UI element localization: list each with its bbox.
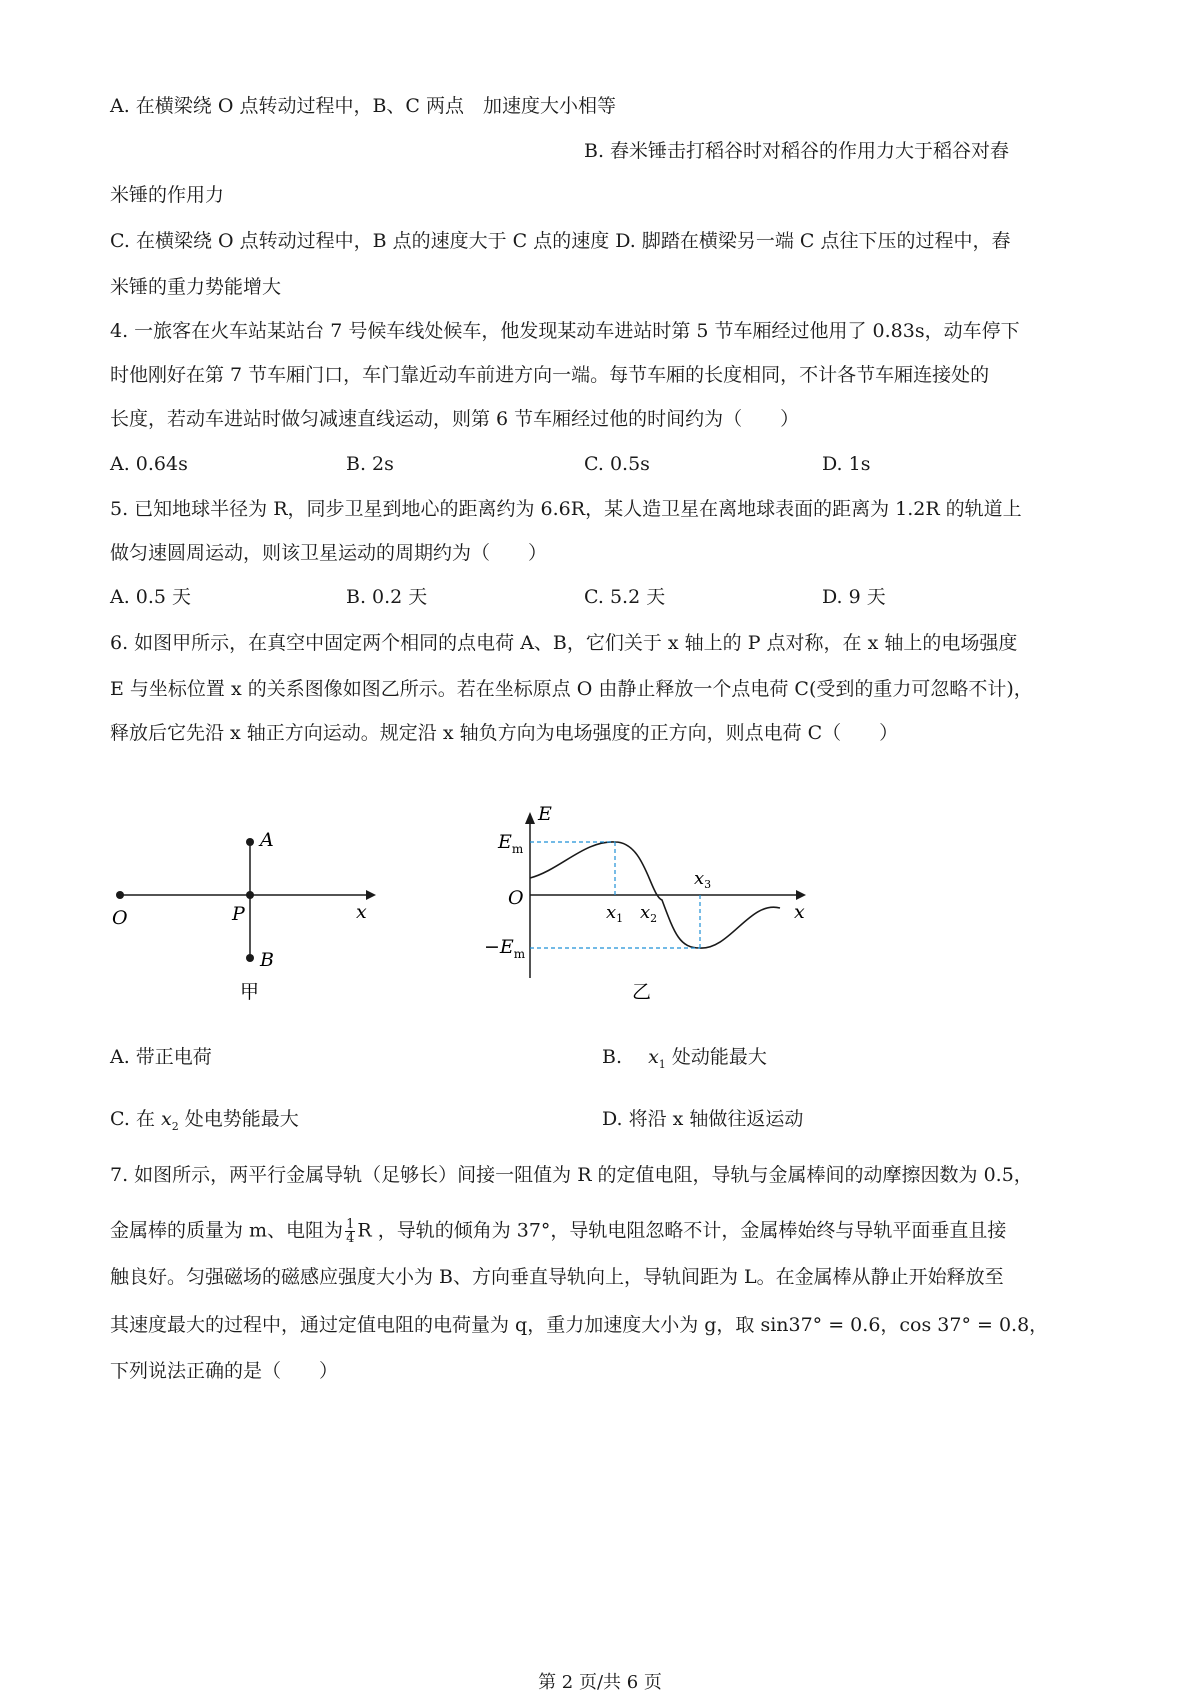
yi-label-o: O (508, 887, 524, 909)
q4-option-b: B. 2s (346, 453, 394, 475)
q3-option-d-cont: 米锤的重力势能增大 (110, 276, 282, 298)
yi-label-e: E (538, 803, 552, 825)
figure-yi (484, 800, 840, 1003)
q5-option-b: B. 0.2 天 (346, 586, 428, 608)
q4-option-a: A. 0.64s (110, 453, 188, 475)
yi-label-x2: $x_2$ (640, 902, 658, 925)
q7-stem-line2 (110, 1218, 1006, 1245)
jia-label-a: A (260, 829, 274, 851)
jia-label-b: B (260, 949, 274, 971)
q5-stem-line1: 5. 已知地球半径为 R，同步卫星到地心的距离约为 6.6R，某人造卫星在离地球表面的距离为 1.2R 的轨道上 (110, 498, 1022, 520)
q7-fraction (345, 1218, 355, 1245)
q3-option-a: A. 在横梁绕 O 点转动过程中，B、C 两点 加速度大小相等 (110, 95, 616, 117)
yi-label-x1: $x_1$ (606, 902, 624, 925)
q4-stem-line2: 时他刚好在第 7 节车厢门口，车门靠近动车前进方向一端。每节车厢的长度相同，不计各节车厢连接处的 (110, 364, 990, 386)
q4-stem-line3: 长度，若动车进站时做匀减速直线运动，则第 6 节车厢经过他的时间约为（ ） (110, 408, 800, 430)
page-footer: 第 2 页/共 6 页 (538, 1672, 662, 1693)
yi-label-x: x (794, 901, 805, 923)
q7-fraction-den: 4 (346, 1231, 355, 1246)
q7-stem-line5: 下列说法正确的是（ ） (110, 1360, 339, 1382)
q7-line4-text-rest: ，cos 37° = 0.8， (880, 1314, 1049, 1336)
q6-option-b (602, 1048, 767, 1070)
q6-option-c-letter: C. 在 (110, 1108, 161, 1130)
q4-stem-line1: 4. 一旅客在火车站某站台 7 号候车线处候车，他发现某动车进站时第 5 节车厢经过他用了 0.83s，动车停下 (110, 320, 1020, 342)
q6-option-b-text: 处动能最大 (665, 1046, 767, 1068)
q6-option-b-var: x (648, 1046, 659, 1068)
q7-line2-text: 金属棒的质量为 m、电阻为 (110, 1219, 344, 1242)
q6-stem-line2: E 与坐标位置 x 的关系图像如图乙所示。若在坐标原点 O 由静止释放一个点电荷 C(受到的重力可忽略不计)， (110, 678, 1033, 700)
q7-stem-line3: 触良好。匀强磁场的磁感应强度大小为 B、方向垂直导轨向上，导轨间距为 L。在金属棒从静止开始释放至 (110, 1266, 1004, 1288)
jia-point-o (116, 891, 124, 899)
jia-point-b (246, 954, 254, 962)
q6-stem-line1: 6. 如图甲所示，在真空中固定两个相同的点电荷 A、B，它们关于 x 轴上的 P 点对称，在 x 轴上的电场强度 (110, 632, 1018, 654)
q6-option-d: D. 将沿 x 轴做往返运动 (602, 1108, 804, 1130)
jia-label-p: P (232, 903, 245, 925)
q5-option-c: C. 5.2 天 (584, 586, 666, 608)
q6-stem-line3: 释放后它先沿 x 轴正方向运动。规定沿 x 轴负方向为电场强度的正方向，则点电荷 C（ ） (110, 722, 899, 744)
q6-option-c-var: x (160, 1108, 172, 1130)
q6-option-a: A. 带正电荷 (110, 1046, 212, 1068)
figure-jia (100, 800, 390, 1003)
q6-option-b-letter: B. (602, 1046, 623, 1068)
q7-fraction-num: 1 (346, 1217, 355, 1232)
q6-option-c (110, 1110, 299, 1132)
q3-option-b: B. 舂米锤击打稻谷时对稻谷的作用力大于稻谷对舂 (584, 140, 1010, 162)
jia-point-p (246, 891, 254, 899)
q7-stem-line1: 7. 如图所示，两平行金属导轨（足够长）间接一阻值为 R 的定值电阻，导轨与金属棒间的动摩擦因数为 0.5， (110, 1164, 1033, 1186)
q5-option-a: A. 0.5 天 (110, 586, 192, 608)
q5-option-d: D. 9 天 (822, 586, 886, 608)
q6-option-c-text: 处电势能最大 (178, 1108, 299, 1130)
q6-option-b-sub: 1 (658, 1057, 666, 1071)
yi-label-neg-em: $-E_m$ (484, 936, 526, 961)
q4-option-d: D. 1s (822, 453, 871, 475)
q5-stem-line2: 做匀速圆周运动，则该卫星运动的周期约为（ ） (110, 542, 548, 564)
q4-option-c: C. 0.5s (584, 453, 650, 475)
jia-label-o: O (112, 907, 128, 929)
q7-line4-text: 其速度最大的过程中，通过定值电阻的电荷量为 q，重力加速度大小为 g，取 sin37° = 0.6 (110, 1314, 881, 1336)
q7-stem-line4 (110, 1316, 1048, 1335)
jia-caption: 甲 (240, 981, 260, 1003)
q6-option-c-sub: 2 (171, 1119, 179, 1133)
yi-label-x3: $x_3$ (694, 868, 712, 891)
yi-label-em: $E_m$ (498, 831, 524, 856)
q3-option-b-cont: 米锤的作用力 (110, 184, 225, 206)
yi-e-arrow (525, 812, 535, 824)
jia-point-a (246, 838, 254, 846)
jia-x-arrow (366, 890, 376, 900)
q3-option-cd: C. 在横梁绕 O 点转动过程中，B 点的速度大于 C 点的速度 D. 脚踏在横梁另一端 C 点往下压的过程中，舂 (110, 230, 1011, 252)
jia-label-x: x (356, 901, 367, 923)
yi-caption: 乙 (632, 981, 652, 1003)
yi-x-arrow (796, 890, 806, 900)
q7-line2-text-rest: R ，导轨的倾角为 37°，导轨电阻忽略不计，金属棒始终与导轨平面垂直且接 (357, 1219, 1007, 1242)
